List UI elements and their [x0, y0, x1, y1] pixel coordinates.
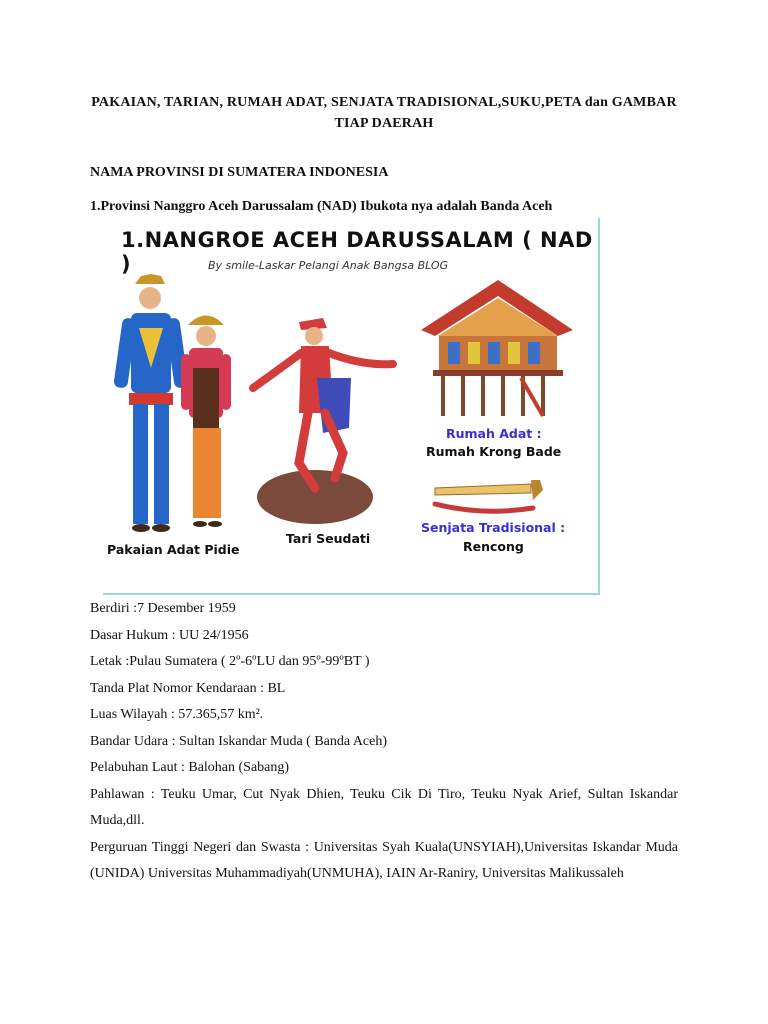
province-heading: 1.Provinsi Nanggro Aceh Darussalam (NAD) Ibukota nya adalah Banda Aceh — [90, 199, 553, 214]
rencong-drawing — [435, 480, 543, 511]
house-drawing — [421, 280, 573, 416]
detail-bandara: Bandar Udara : Sultan Iskandar Muda ( Banda Aceh) — [90, 733, 388, 749]
detail-dasar-hukum: Dasar Hukum : UU 24/1956 — [90, 627, 249, 643]
label-clothing: Pakaian Adat Pidie — [107, 542, 240, 557]
label-house-heading: Rumah Adat : — [446, 426, 542, 441]
province-details — [90, 596, 678, 888]
section-heading: NAMA PROVINSI DI SUMATERA INDONESIA — [90, 165, 389, 180]
detail-berdiri: Berdiri :7 Desember 1959 — [90, 601, 236, 616]
detail-pahlawan: Pahlawan : Teuku Umar, Cut Nyak Dhien, Teuku Cik Di Tiro, Teuku Nyak Arief, Sultan Iskandar Muda,dll. — [90, 786, 678, 828]
detail-luas: Luas Wilayah : 57.365,57 km². — [90, 707, 264, 722]
detail-plat: Tanda Plat Nomor Kendaraan : BL — [90, 680, 286, 696]
label-dance: Tari Seudati — [286, 531, 371, 546]
province-illustration — [103, 218, 600, 595]
detail-letak: Letak :Pulau Sumatera ( 2º-6ºLU dan 95º-99ºBT ) — [90, 654, 370, 669]
man-figure-drawing — [113, 274, 189, 532]
detail-pelabuhan: Pelabuhan Laut : Balohan (Sabang) — [90, 760, 290, 775]
detail-perguruan: Perguruan Tinggi Negeri dan Swasta : Universitas Syah Kuala(UNSYIAH),Universitas Iskandar Muda (UNIDA) Universitas Muhammadiyah(UNMUHA), IAIN Ar-Raniry, Universitas Malikussaleh — [90, 839, 678, 881]
woman-figure-drawing — [181, 316, 231, 528]
dancer-figure-drawing — [253, 318, 393, 524]
label-house-name: Rumah Krong Bade — [426, 444, 562, 459]
document-title: PAKAIAN, TARIAN, RUMAH ADAT, SENJATA TRADISIONAL,SUKU,PETA dan GAMBAR TIAP DAERAH — [91, 95, 677, 131]
illustration-byline: By smile-Laskar Pelangi Anak Bangsa BLOG — [208, 259, 449, 272]
label-weapon-name: Rencong — [463, 539, 524, 554]
label-weapon-heading: Senjata Tradisional : — [421, 520, 566, 535]
illustration-title: 1.NANGROE ACEH DARUSSALAM ( NAD ) — [121, 228, 593, 276]
